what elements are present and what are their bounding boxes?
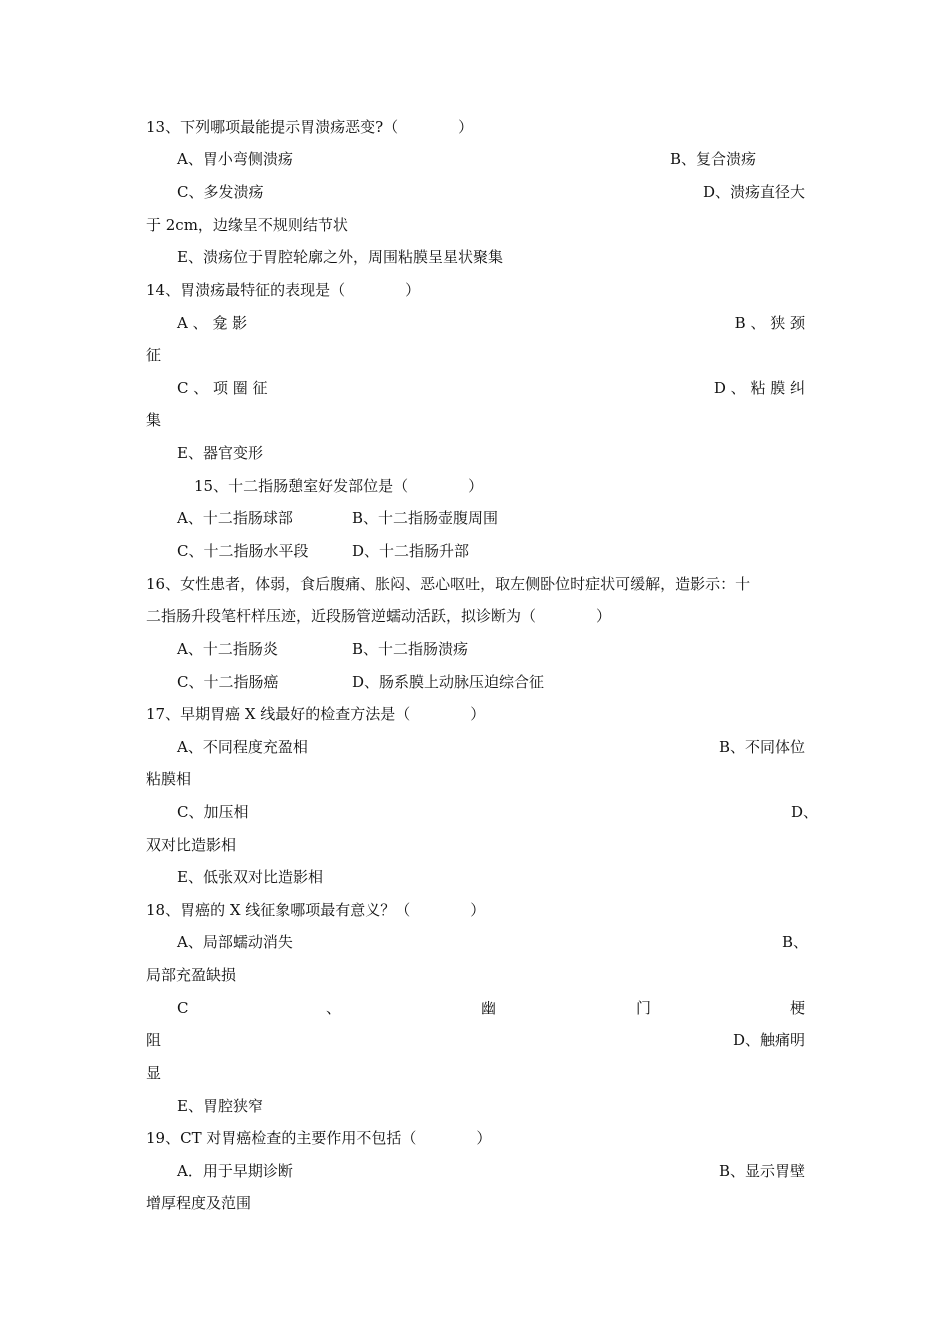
- q14-option-a: A 、 龛 影: [177, 314, 248, 332]
- q16-stem: 16、女性患者，体弱，食后腹痛、胀闷、恶心呕吐，取左侧卧位时症状可缓解，造影示：十: [146, 575, 751, 593]
- q14-option-d-continued: 集: [146, 411, 162, 429]
- q18-option-c-continued: 阻: [146, 1031, 162, 1049]
- q13-option-e: E、溃疡位于胃腔轮廓之外，周围粘膜呈星状聚集: [177, 248, 503, 266]
- q18-option-c-char: 门: [636, 999, 652, 1017]
- q13-option-d: D、溃疡直径大: [702, 183, 805, 201]
- q17-option-b: B、不同体位: [718, 738, 805, 756]
- q18-option-d-continued: 显: [146, 1064, 162, 1082]
- q18-option-c-char: C: [177, 999, 189, 1017]
- q18-option-c-char: 、: [326, 999, 342, 1017]
- q14-option-d: D 、 粘 膜 纠: [713, 379, 805, 397]
- q16-option-c: C、十二指肠癌: [177, 673, 279, 691]
- q19-option-a: A．用于早期诊断: [177, 1162, 293, 1180]
- q17-option-e: E、低张双对比造影相: [177, 868, 323, 886]
- q18-option-d: D、触痛明: [732, 1031, 805, 1049]
- q15-option-c: C、十二指肠水平段: [177, 542, 309, 560]
- q13-stem: 13、下列哪项最能提示胃溃疡恶变?（ ）: [146, 118, 474, 136]
- q18-option-b-continued: 局部充盈缺损: [146, 966, 237, 984]
- q15-option-b: B、十二指肠壶腹周围: [352, 509, 499, 527]
- q14-option-c: C 、 项 圈 征: [177, 379, 268, 397]
- q15-option-a: A、十二指肠球部: [177, 509, 293, 527]
- q13-option-a: A、胃小弯侧溃疡: [177, 150, 293, 168]
- q14-option-b-continued: 征: [146, 346, 162, 364]
- q16-option-b: B、十二指肠溃疡: [352, 640, 469, 658]
- q15-option-d: D、十二指肠升部: [352, 542, 470, 560]
- q13-option-b: B、复合溃疡: [670, 150, 757, 168]
- q16-option-d: D、肠系膜上动脉压迫综合征: [352, 673, 545, 691]
- q14-option-e: E、器官变形: [177, 444, 263, 462]
- q18-option-c-char: 幽: [481, 999, 497, 1017]
- q15-stem: 15、十二指肠憩室好发部位是（ ）: [194, 477, 484, 495]
- q14-stem: 14、胃溃疡最特征的表现是（ ）: [146, 281, 421, 299]
- q19-option-b: B、显示胃壁: [718, 1162, 805, 1180]
- q14-option-b: B 、 狭 颈: [734, 314, 805, 332]
- q17-stem: 17、早期胃癌 X 线最好的检查方法是（ ）: [146, 705, 486, 723]
- q17-option-b-continued: 粘膜相: [146, 770, 192, 788]
- q13-option-c: C、多发溃疡: [177, 183, 264, 201]
- q17-option-a: A、不同程度充盈相: [177, 738, 308, 756]
- q16-stem-continued: 二指肠升段笔杆样压迹，近段肠管逆蠕动活跃，拟诊断为（ ）: [146, 607, 612, 625]
- q18-stem: 18、胃癌的 X 线征象哪项最有意义？（ ）: [146, 901, 486, 919]
- q19-option-b-continued: 增厚程度及范围: [146, 1194, 252, 1212]
- q18-option-b: B、: [781, 933, 808, 951]
- q13-option-d-continued: 于 2cm，边缘呈不规则结节状: [146, 216, 348, 234]
- q17-option-d-continued: 双对比造影相: [146, 836, 237, 854]
- q19-stem: 19、CT 对胃癌检查的主要作用不包括（ ）: [146, 1129, 492, 1147]
- q18-option-c-char: 梗: [790, 999, 806, 1017]
- q18-option-e: E、胃腔狭窄: [177, 1097, 263, 1115]
- q16-option-a: A、十二指肠炎: [177, 640, 278, 658]
- q18-option-a: A、局部蠕动消失: [177, 933, 293, 951]
- q17-option-c: C、加压相: [177, 803, 249, 821]
- q17-option-d: D、: [790, 803, 818, 821]
